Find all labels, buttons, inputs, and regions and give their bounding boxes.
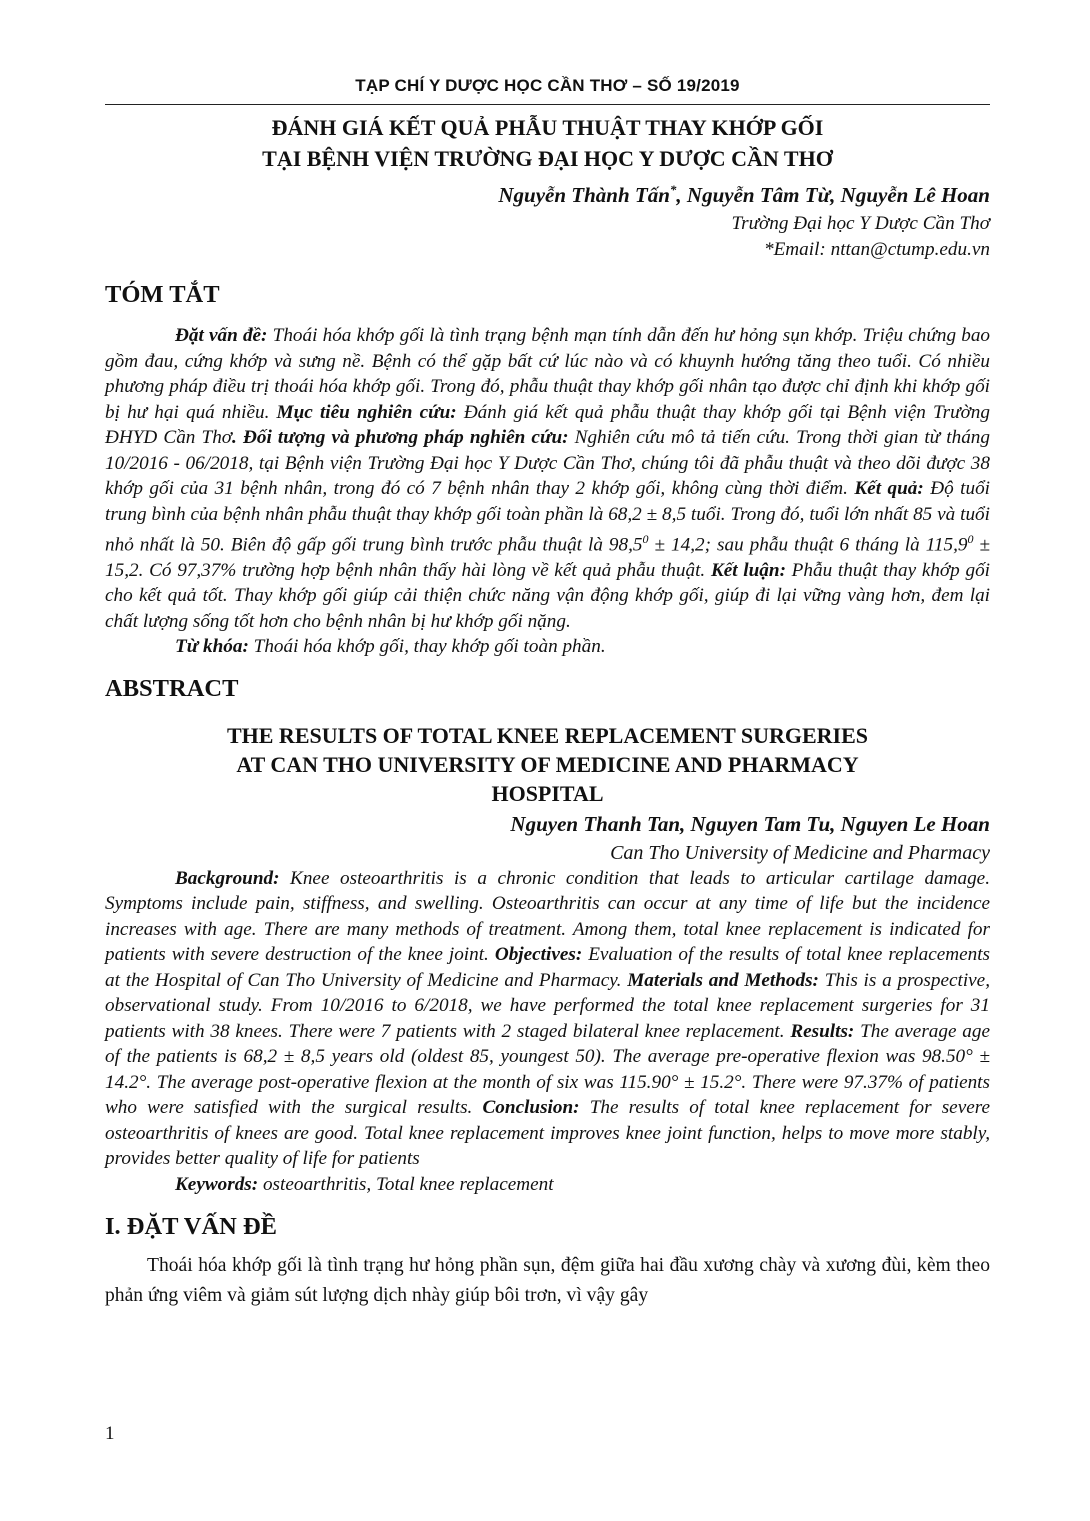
label-results-vi: Kết quả: bbox=[854, 478, 924, 499]
text-keywords-vi: Thoái hóa khớp gối, thay khớp gối toàn phần. bbox=[248, 636, 606, 658]
summary-heading: TÓM TẮT bbox=[105, 281, 220, 308]
text-methods-en: This is a prospective, observational study. From 10/2016 to 6/2018, we have performed the total knee replacement surgeries for 31 patients with 38 knees. There were 7 patients with 2 staged bilateral knee replacement. bbox=[105, 969, 990, 1042]
english-abstract bbox=[105, 866, 990, 1172]
vietnamese-title-line-2: TẠI BỆNH VIỆN TRƯỜNG ĐẠI HỌC Y DƯỢC CẦN THƠ bbox=[262, 146, 833, 171]
english-title-line-2: AT CAN THO UNIVERSITY OF MEDICINE AND PHARMACY bbox=[236, 751, 859, 777]
label-objectives-vi: Mục tiêu nghiên cứu: bbox=[276, 401, 457, 423]
text-conclusion-en: The results of total knee replacement for severe osteoarthritis of knees are good. Total knee replacement improves knee joint function, helps to move more stably, provides better quality of life for patients bbox=[105, 1097, 991, 1170]
degree-superscript-2: 0 bbox=[967, 532, 974, 546]
label-keywords-vi: Từ khóa: bbox=[175, 636, 249, 658]
introduction-heading: I. ĐẶT VẤN ĐỀ bbox=[105, 1213, 277, 1241]
page-number: 1 bbox=[105, 1423, 115, 1444]
text-results-vi-1: Độ tuổi trung bình của bệnh nhân phẫu thuật thay khớp gối toàn phần là 68,2 ± 8,5 tuổi. Trong đó, tuổi lớn nhất 85 và tuổi nhỏ nhất là 50. Biên độ gấp gối trung bình trước phẫu thuật là 98,5 bbox=[105, 478, 990, 556]
text-results-en: The average age of the patients is 68,2 ± 8,5 years old (oldest 85, youngest 50). The average pre-operative flexion was 98.50° ± 14.2°. The average post-operative flexion at the month of six was 115.90° ± 15.2°. There were 97.37% of patients who were satisfied with the surgical results. bbox=[105, 1020, 990, 1119]
label-background-vi: Đặt vấn đề: bbox=[175, 325, 268, 346]
english-title-line-3: HOSPITAL bbox=[491, 780, 604, 806]
article-content bbox=[105, 112, 990, 1311]
authors-rest: , Nguyễn Tâm Từ, Nguyễn Lê Hoan bbox=[676, 183, 990, 207]
vietnamese-affiliation: Trường Đại học Y Dược Cần Thơ bbox=[731, 213, 990, 234]
author-1: Nguyễn Thành Tấn bbox=[498, 183, 670, 207]
vietnamese-keywords bbox=[105, 634, 990, 660]
corresponding-mark: * bbox=[669, 182, 677, 197]
label-background-en: Background: bbox=[175, 867, 280, 889]
text-results-vi-2: ± 14,2; sau phẫu thuật 6 tháng là 115,9 bbox=[648, 534, 968, 556]
introduction-paragraph: Thoái hóa khớp gối là tình trạng hư hỏng phần sụn, đệm giữa hai đầu xương chày và xương đùi, kèm theo phản ứng viêm và giảm sút lượng dịch nhày giúp bôi trơn, vì vậy gây bbox=[105, 1255, 990, 1307]
label-keywords-en: Keywords: bbox=[175, 1173, 259, 1195]
label-conclusion-vi: Kết luận: bbox=[710, 559, 786, 581]
label-methods-vi: . Đối tượng và phương pháp nghiên cứu: bbox=[232, 427, 569, 448]
vietnamese-title bbox=[105, 112, 990, 174]
header-rule bbox=[105, 104, 990, 105]
label-objectives-en: Objectives: bbox=[494, 944, 583, 966]
label-conclusion-en: Conclusion: bbox=[482, 1097, 580, 1119]
degree-superscript-1: 0 bbox=[642, 532, 649, 546]
text-background-vi: Thoái hóa khớp gối là tình trạng bệnh mạn tính dẫn đến hư hỏng sụn khớp. Triệu chứng bao gồm đau, cứng khớp và sưng nề. Bệnh có thể gặp bất cứ lúc nào và có khuynh hướng tăng theo tuổi. Có nhiều phương pháp điều trị thoái hóa khớp gối. Trong đó, phẫu thuật thay khớp gối nhân tạo được chỉ định khi khớp gối bị hư hại quá nhiều. bbox=[105, 325, 991, 423]
corresponding-email: *Email: nttan@ctump.edu.vn bbox=[763, 239, 990, 260]
journal-running-header: TẠP CHÍ Y DƯỢC HỌC CẦN THƠ – SỐ 19/2019 bbox=[355, 76, 740, 95]
text-objectives-vi: Đánh giá kết quả phẫu thuật thay khớp gối tại Bệnh viện Trường ĐHYD Cần Thơ bbox=[105, 401, 990, 448]
english-affiliation: Can Tho University of Medicine and Pharmacy bbox=[610, 841, 990, 864]
english-keywords bbox=[105, 1172, 990, 1198]
english-authors: Nguyen Thanh Tan, Nguyen Tam Tu, Nguyen Le Hoan bbox=[510, 811, 990, 836]
vietnamese-title-line-1: ĐÁNH GIÁ KẾT QUẢ PHẪU THUẬT THAY KHỚP GỐI bbox=[271, 115, 824, 140]
text-objectives-en: Evaluation of the results of total knee replacements at the Hospital of Can Tho University of Medicine and Pharmacy. bbox=[105, 944, 990, 991]
vietnamese-authors bbox=[105, 174, 990, 211]
text-background-en: Knee osteoarthritis is a chronic condition that leads to articular cartilage damage. Symptoms include pain, stiffness, and swelling. Osteoarthritis can occur at any time of life but the incidence increases with age. There are many methods of treatment. Among them, total knee replacement is indicated for patients with severe destruction of the knee joint. bbox=[105, 867, 990, 966]
text-conclusion-vi: Phẫu thuật thay khớp gối cho kết quả tốt. Thay khớp gối giúp cải thiện chức năng vận động khớp gối, giúp đi lại vững vàng hơn, đem lại chất lượng sống tốt hơn cho bệnh nhân bị hư khớp gối nặng. bbox=[105, 559, 990, 632]
english-title-line-1: THE RESULTS OF TOTAL KNEE REPLACEMENT SURGERIES bbox=[226, 722, 869, 748]
label-methods-en: Materials and Methods: bbox=[627, 969, 819, 991]
text-keywords-en: osteoarthritis, Total knee replacement bbox=[258, 1173, 554, 1195]
label-results-en: Results: bbox=[790, 1020, 855, 1042]
vietnamese-summary bbox=[105, 323, 990, 634]
abstract-heading: ABSTRACT bbox=[105, 674, 239, 702]
english-title bbox=[105, 721, 990, 808]
text-results-vi-3: ± 15,2. Có 97,37% trường hợp bệnh nhân thấy hài lòng về kết quả phẫu thuật. bbox=[105, 534, 991, 581]
text-methods-vi: Nghiên cứu mô tả tiến cứu. Trong thời gian từ tháng 10/2016 - 06/2018, tại Bệnh viện Trường Đại học Y Dược Cần Thơ, chúng tôi đã phẫu thuật và theo dõi được 38 khớp gối của 31 bệnh nhân, trong đó có 7 bệnh nhân thay 2 khớp gối, không cùng thời điểm. bbox=[105, 427, 990, 499]
